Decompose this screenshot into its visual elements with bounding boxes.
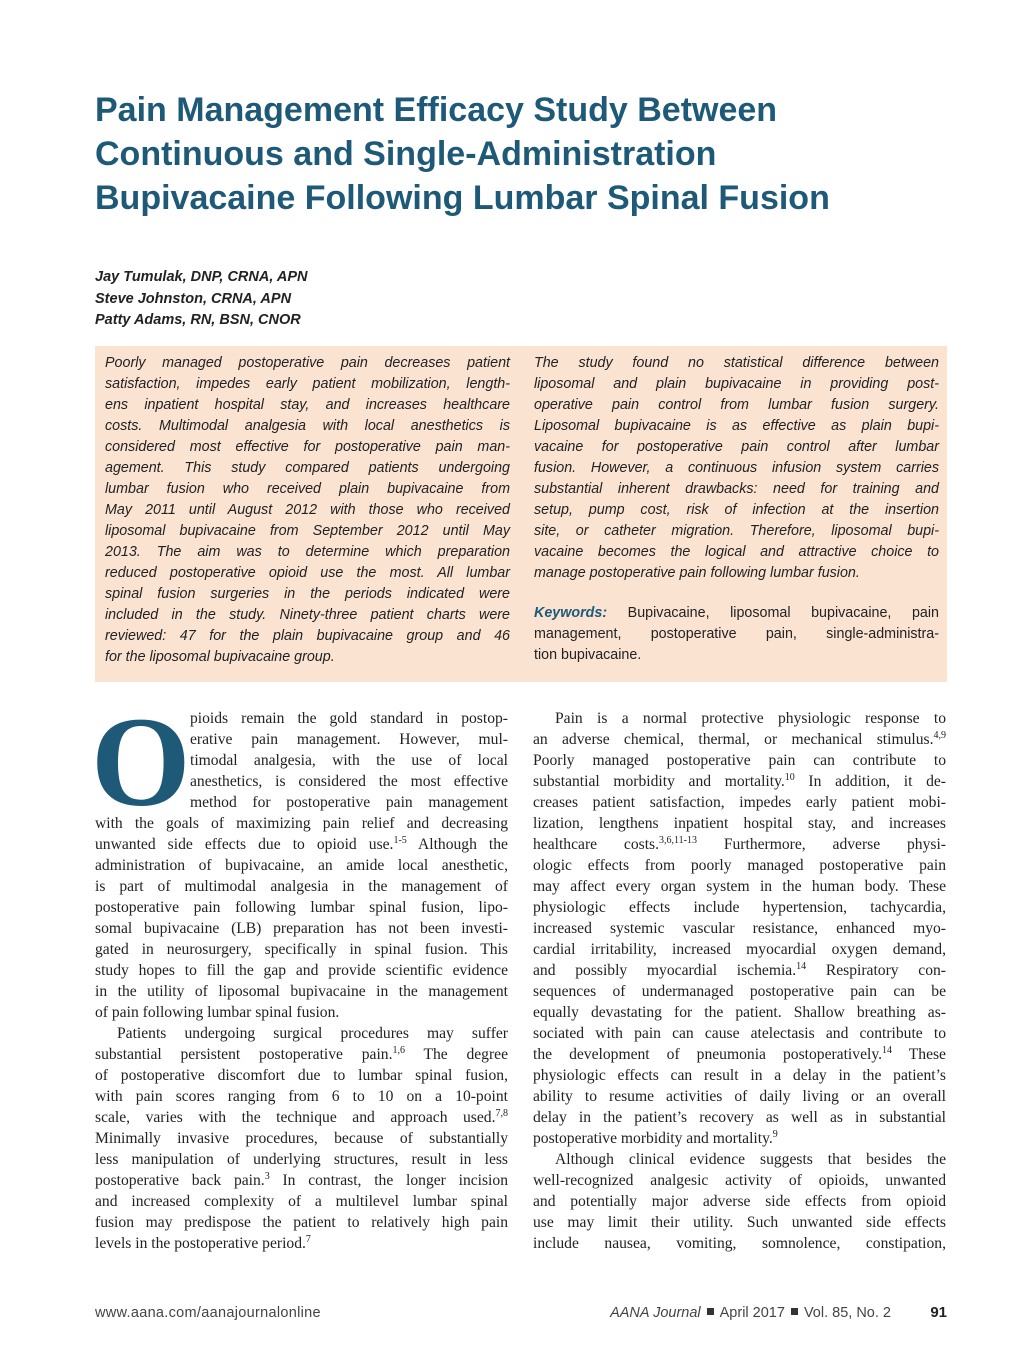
body-line: [533, 1191, 946, 1212]
body-text: administration of bupivacaine, an amide local anesthetic,: [95, 857, 508, 874]
body-text: with the goals of maximizing pain relief and decreasing: [95, 815, 508, 832]
body-left-column: [91, 691, 508, 1254]
keywords-line: tion bupivacaine.: [534, 647, 642, 663]
keywords-text: Bupivacaine, liposomal bupivacaine, pain: [607, 605, 939, 621]
body-line: [95, 960, 508, 981]
abstract-line: spinal fusion surgeries in the periods indicated were: [105, 586, 510, 602]
body-line: [533, 1170, 946, 1191]
abstract-line: Poorly managed postoperative pain decreases patient: [105, 355, 510, 371]
body-text: levels in the postoperative period.: [95, 1235, 306, 1252]
citation-superscript: 3: [264, 1171, 270, 1182]
body-text: cardial irritability, increased myocardial oxygen demand,: [533, 941, 946, 958]
body-line: [533, 1044, 946, 1065]
body-text: Minimally invasive procedures, because of substantially: [95, 1130, 508, 1147]
body-line: [95, 897, 508, 918]
abstract-line: Liposomal bupivacaine is as effective as plain bupi-: [534, 418, 939, 434]
body-text: physiologic effects can result in a delay in the patient’s: [533, 1067, 946, 1084]
body-text: erative pain management. However, mul-: [190, 731, 508, 748]
body-line: [533, 813, 946, 834]
body-text: increased systemic vascular resistance, enhanced myo-: [533, 920, 946, 937]
author: Jay Tumulak, DNP, CRNA, APN: [95, 269, 308, 285]
title-line: Continuous and Single-Administration: [95, 135, 717, 173]
citation-superscript: 1,6: [392, 1045, 405, 1056]
body-text: may affect every organ system in the human body. These: [533, 878, 946, 895]
body-line: [533, 855, 946, 876]
body-line: [95, 1170, 508, 1191]
body-line: [95, 1023, 508, 1044]
body-text: equally devastating for the patient. Shallow breathing as-: [533, 1004, 946, 1021]
body-text: Patients undergoing surgical procedures may suffer: [117, 1025, 508, 1042]
body-text: Pain is a normal protective physiologic response to: [555, 710, 946, 727]
abstract-line: for the liposomal bupivacaine group.: [105, 649, 335, 665]
body-line: [95, 855, 508, 876]
body-text: an adverse chemical, thermal, or mechanical stimulus.: [533, 731, 934, 748]
body-text: somal bupivacaine (LB) preparation has not been investi-: [95, 920, 508, 937]
article-title: [95, 88, 945, 220]
citation-superscript: 14: [882, 1045, 892, 1056]
abstract-line: liposomal bupivacaine from September 2012 until May: [105, 523, 510, 539]
body-line: [95, 1002, 508, 1023]
body-text: postoperative morbidity and mortality.: [533, 1130, 773, 1147]
body-line: [95, 1044, 508, 1065]
body-line: [95, 918, 508, 939]
body-line: [533, 981, 946, 1002]
body-line: [533, 1233, 946, 1254]
body-text: less manipulation of underlying structures, result in less: [95, 1151, 508, 1168]
body-text: ologic effects from poorly managed postoperative pain: [533, 857, 946, 874]
abstract-box: [95, 346, 947, 682]
issue-date: April 2017: [719, 1305, 785, 1321]
body-line: [533, 918, 946, 939]
body-line: [533, 750, 946, 771]
body-text: In contrast, the longer incision: [269, 1172, 508, 1189]
body-text: in the utility of liposomal bupivacaine in the management: [95, 983, 508, 1000]
body-text: physiologic effects include hypertension, tachycardia,: [533, 899, 946, 916]
abstract-line: substantial inherent drawbacks: need for training and: [534, 481, 939, 497]
body-line: [95, 1212, 508, 1233]
body-text: is part of multimodal analgesia in the management of: [95, 878, 508, 895]
body-text: anesthetics, is considered the most effective: [190, 773, 508, 790]
body-line: [533, 1065, 946, 1086]
body-text: substantial morbidity and mortality.: [533, 773, 785, 790]
abstract-line: The study found no statistical difference between: [534, 355, 939, 371]
abstract-left-column: [105, 353, 510, 668]
body-text: fusion may predispose the patient to relatively high pain: [95, 1214, 508, 1231]
body-line: [533, 771, 946, 792]
body-line: [95, 1107, 508, 1128]
abstract-line: costs. Multimodal analgesia with local anesthetics is: [105, 418, 510, 434]
body-line: [95, 1149, 508, 1170]
citation-superscript: 7,8: [495, 1108, 508, 1119]
body-text: gated in neurosurgery, specifically in spinal fusion. This: [95, 941, 508, 958]
abstract-line: lumbar fusion who received plain bupivacaine from: [105, 481, 510, 497]
body-text: of pain following lumbar spinal fusion.: [95, 1004, 340, 1021]
body-line: [533, 960, 946, 981]
body-text: postoperative back pain.: [95, 1172, 265, 1189]
journal-citation: [610, 1305, 891, 1321]
abstract-line: agement. This study compared patients undergoing: [105, 460, 510, 476]
page-number: 91: [930, 1304, 947, 1321]
title-line: Pain Management Efficacy Study Between: [95, 91, 778, 129]
body-text: include nausea, vomiting, somnolence, constipation,: [533, 1235, 946, 1252]
body-text: substantial persistent postoperative pain.: [95, 1046, 393, 1063]
body-text: the development of pneumonia postoperatively.: [533, 1046, 882, 1063]
citation-superscript: 9: [772, 1129, 778, 1140]
body-line: [95, 1191, 508, 1212]
square-bullet-icon: [707, 1308, 714, 1315]
keywords-line: [534, 603, 939, 624]
body-text: postoperative pain following lumbar spinal fusion, lipo-: [95, 899, 508, 916]
body-line: [95, 981, 508, 1002]
abstract-line: 2013. The aim was to determine which preparation: [105, 544, 510, 560]
body-text: unwanted side effects due to opioid use.: [95, 836, 394, 853]
body-line: [533, 1002, 946, 1023]
citation-superscript: 1-5: [393, 835, 407, 846]
body-text: scale, varies with the technique and approach used.: [95, 1109, 496, 1126]
body-line: [533, 1149, 946, 1170]
body-text: In addition, it de-: [794, 773, 946, 790]
abstract-line: reduced postoperative opioid use the most. All lumbar: [105, 565, 510, 581]
square-bullet-icon: [791, 1308, 798, 1315]
body-line: [533, 1086, 946, 1107]
body-text: Respiratory con-: [806, 962, 946, 979]
body-text: use may limit their utility. Such unwanted side effects: [533, 1214, 946, 1231]
body-line: [533, 1023, 946, 1044]
body-line: [533, 1107, 946, 1128]
keywords-label: Keywords:: [534, 605, 608, 621]
keywords-block: [534, 603, 939, 666]
body-text: study hopes to fill the gap and provide scientific evidence: [95, 962, 508, 979]
body-line: [533, 729, 946, 750]
abstract-line: May 2011 until August 2012 with those who received: [105, 502, 510, 518]
abstract-right-column: [534, 353, 939, 584]
author: Patty Adams, RN, BSN, CNOR: [95, 312, 301, 328]
body-text: The degree: [404, 1046, 508, 1063]
abstract-line: setup, pump cost, risk of infection at the insertion: [534, 502, 939, 518]
drop-cap: O: [91, 691, 191, 833]
citation-superscript: 10: [784, 772, 795, 783]
abstract-line: considered most effective for postoperative pain man-: [105, 439, 510, 455]
body-line: [95, 834, 508, 855]
citation-superscript: 14: [796, 961, 807, 972]
body-text: Although the: [406, 836, 508, 853]
body-text: and increased complexity of a multilevel lumbar spinal: [95, 1193, 508, 1210]
body-line: [533, 792, 946, 813]
body-text: timodal analgesia, with the use of local: [190, 752, 508, 769]
body-line: [95, 1128, 508, 1149]
body-line: [95, 1233, 508, 1254]
body-line: [533, 876, 946, 897]
abstract-line: reviewed: 47 for the plain bupivacaine group and 46: [105, 628, 510, 644]
body-line: [533, 897, 946, 918]
body-text: lization, lengthens inpatient hospital stay, and increases: [533, 815, 946, 832]
body-text: of postoperative discomfort due to lumbar spinal fusion,: [95, 1067, 508, 1084]
abstract-line: manage postoperative pain following lumbar fusion.: [534, 565, 860, 581]
body-line: [533, 1128, 946, 1149]
body-text: and potentially major adverse side effects from opioid: [533, 1193, 946, 1210]
citation-superscript: 7: [305, 1234, 311, 1245]
body-line: [95, 876, 508, 897]
body-text: delay in the patient’s recovery as well as in substantial: [533, 1109, 946, 1126]
abstract-line: site, or catheter migration. Therefore, liposomal bupi-: [534, 523, 939, 539]
citation-superscript: 3,6,11-13: [659, 835, 697, 846]
abstract-line: vacaine becomes the logical and attractive choice to: [534, 544, 939, 560]
body-line: [95, 1086, 508, 1107]
journal-url[interactable]: www.aana.com/aanajournalonline: [95, 1305, 321, 1321]
volume-number: Vol. 85, No. 2: [803, 1305, 891, 1321]
body-text: and possibly myocardial ischemia.: [533, 962, 797, 979]
abstract-line: liposomal and plain bupivacaine in providing post-: [534, 376, 939, 392]
body-text: well-recognized analgesic activity of opioids, unwanted: [533, 1172, 946, 1189]
body-line: [533, 939, 946, 960]
body-line: [533, 708, 946, 729]
abstract-line: vacaine for postoperative pain control after lumbar: [534, 439, 939, 455]
abstract-line: satisfaction, impedes early patient mobilization, length-: [105, 376, 510, 392]
author-list: [95, 267, 307, 332]
body-text: sociated with pain can cause atelectasis and contribute to: [533, 1025, 946, 1042]
body-text: with pain scores ranging from 6 to 10 on a 10-point: [95, 1088, 508, 1105]
citation-superscript: 4,9: [933, 730, 946, 741]
body-text: sequences of undermanaged postoperative pain can be: [533, 983, 946, 1000]
title-line: Bupivacaine Following Lumbar Spinal Fusion: [95, 179, 830, 217]
keywords-line: management, postoperative pain, single-administra-: [534, 626, 939, 642]
body-text: ability to resume activities of daily living or an overall: [533, 1088, 946, 1105]
abstract-line: operative pain control from lumbar fusion surgery.: [534, 397, 939, 413]
journal-name: AANA Journal: [610, 1305, 701, 1321]
body-text: Furthermore, adverse physi-: [696, 836, 946, 853]
body-text: These: [892, 1046, 946, 1063]
body-right-column: [533, 708, 946, 1254]
body-text: pioids remain the gold standard in postop-: [190, 710, 508, 727]
body-line: [533, 834, 946, 855]
author: Steve Johnston, CRNA, APN: [95, 290, 292, 307]
body-text: healthcare costs.: [533, 836, 659, 853]
abstract-line: fusion. However, a continuous infusion system carries: [534, 460, 939, 476]
abstract-line: ens inpatient hospital stay, and increases healthcare: [105, 397, 510, 413]
body-line: [95, 1065, 508, 1086]
body-text: method for postoperative pain management: [190, 794, 508, 811]
body-text: Poorly managed postoperative pain can contribute to: [533, 752, 946, 769]
body-text: Although clinical evidence suggests that besides the: [555, 1151, 946, 1168]
abstract-line: included in the study. Ninety-three patient charts were: [105, 607, 510, 623]
body-line: [533, 1212, 946, 1233]
body-text: creases patient satisfaction, impedes early patient mobi-: [533, 794, 946, 811]
body-line: [95, 939, 508, 960]
